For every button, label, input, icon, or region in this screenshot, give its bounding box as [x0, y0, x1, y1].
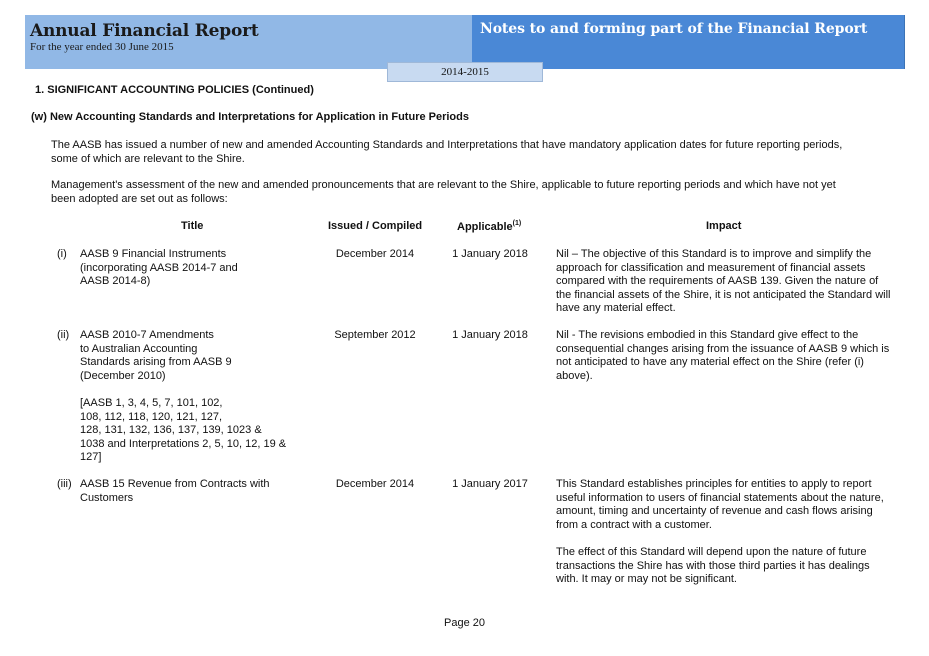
applicable-header-label: Applicable	[457, 221, 513, 233]
section-heading: 1. SIGNIFICANT ACCOUNTING POLICIES (Continued)	[35, 84, 314, 96]
row-impact: Nil – The objective of this Standard is to improve and simplify the approach for classification and measurement of financial assets compared with the requirements of AASB 139. Given the nature of the financial assets of the Shire, it is not anticipated the Standard will have any material effect.	[556, 248, 891, 315]
row-number: (ii)	[57, 329, 70, 341]
section-title-banner	[472, 15, 905, 69]
year-tab: 2014-2015	[387, 62, 543, 82]
row-applicable: 1 January 2018	[452, 248, 528, 260]
column-header-title: Title	[181, 220, 204, 232]
applicable-footnote-marker: (1)	[512, 220, 522, 227]
row-number: (iii)	[57, 478, 72, 490]
row-issued: December 2014	[335, 248, 415, 260]
row-impact: Nil - The revisions embodied in this Standard give effect to the consequential changes arising from the issuance of AASB 9 which is not anticipated to have any material effect on the Shire (refer (i) above).	[556, 329, 890, 382]
section-subheading: (w) New Accounting Standards and Interpretations for Application in Future Periods	[31, 111, 469, 123]
row-issued: December 2014	[335, 478, 415, 490]
column-header-impact: Impact	[706, 220, 742, 232]
row-title: AASB 15 Revenue from Contracts with Customers	[80, 478, 270, 504]
section-title: Notes to and forming part of the Financial Report	[480, 21, 868, 37]
assessment-paragraph: Management's assessment of the new and amended pronouncements that are relevant to the Shire, applicable to future reporting periods and which have not yet been adopted are set out as follows:	[51, 179, 836, 205]
row-applicable: 1 January 2018	[452, 329, 528, 341]
column-header-issued: Issued / Compiled	[328, 220, 423, 232]
column-header-applicable	[457, 220, 521, 233]
report-title-banner	[25, 15, 472, 69]
report-title: Annual Financial Report	[30, 21, 259, 41]
row-issued: September 2012	[334, 329, 416, 341]
row-title: AASB 9 Financial Instruments (incorporating AASB 2014-7 and AASB 2014-8)	[80, 248, 238, 288]
report-subtitle: For the year ended 30 June 2015	[30, 41, 174, 53]
page-number: Page 20	[444, 617, 485, 629]
row-impact: This Standard establishes principles for entities to apply to report useful information to users of financial statements about the nature, amount, timing and uncertainty of revenue and cash flows arising from a contract with a customer. The effect of this Standard will depend upon the nature of future transactions the Shire has with those third parties it has dealings with. It may or may not be significant.	[556, 478, 884, 586]
row-number: (i)	[57, 248, 67, 260]
intro-paragraph: The AASB has issued a number of new and amended Accounting Standards and Interpretations that have mandatory application dates for future reporting periods, some of which are relevant to the Shire.	[51, 139, 843, 165]
row-title: AASB 2010-7 Amendments to Australian Accounting Standards arising from AASB 9 (December 2010) [AASB 1, 3, 4, 5, 7, 101, 102, 108, 112, 118, 120, 121, 127, 128, 131, 132, 136, 137, 139, 1023 & 1038 and Interpretations 2, 5, 10, 12, 19 & 127]	[80, 329, 287, 464]
row-applicable: 1 January 2017	[452, 478, 528, 490]
